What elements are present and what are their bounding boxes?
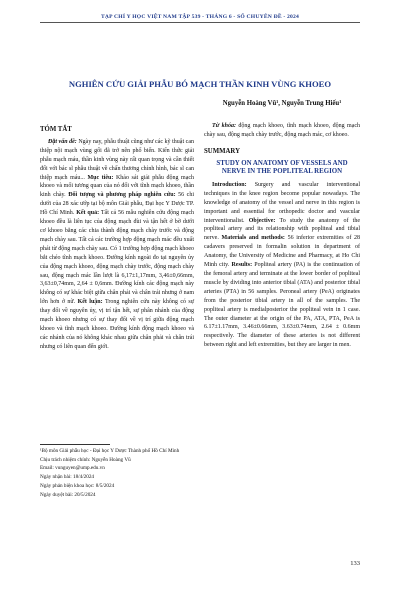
en-methods-text: 56 inferior extremities of 28 cadavers preserved in formalin solution in department of Anatomy, the University of Medicine and Pharmacy, at Ho Chi Minh city.: [204, 235, 360, 269]
methods-text: 56 chi dưới của 28 xác ướp tại bộ môn Giải phẫu, Đại học Y Dược TP. Hồ Chí Minh.: [40, 192, 195, 217]
conclusion-text: Trong nghiên cứu này không có sự thay đổi về nguyên ủy, vị trí tận hết, sự phân nhánh của động mạch khoeo nhưng có sự thay đổi về vị trí giữa động mạch khoeo và tĩnh mạch khoeo. Đường kính động mạch khoeo và các nhánh của nó không khác nhau giữa chân phải và chân trái nhưng có liên quan đến giới.: [40, 299, 194, 350]
results-text: Tất cả 56 mẫu nghiên cứu động mạch khoeo đều là liên tục của động mạch đùi và tận hết ở bờ dưới cơ khoeo bằng các chia thành động mạch chày trước và động mạch chày sau. Tất cả các trường hợp động mạch mác đều xuất phát từ động mạch chày sau. Có 1 trường hợp động mạch khoeo bắt chéo tĩnh mạch khoeo. Đường kính ngoài đo tại nguyên ủy của động mạch khoeo, động mạch chày trước, động mạch chày sau, động mạch mác lần lượt là 6,17±1,17mm, 3,46±0,66mm, 3,63±0,74mm, 2,64 ± 0,6mm. Đường kính các động mạch này không có sự khác biệt giữa chân phải và chân trái nhưng ở nam lớn hơn ở nữ.: [40, 210, 195, 306]
intro-label: Đặt vấn đề:: [48, 138, 77, 145]
en-results-label: Results:: [231, 262, 253, 269]
en-methods-label: Materials and methods:: [221, 235, 285, 242]
summary-heading: SUMMARY: [204, 147, 241, 155]
intro-text: Ngày nay, phẫu thuật cũng như các kỹ thuật can thiệp nội mạch vùng gối đã trở nên phổ biến. Kiến thức giải phẫu mạch máu, thần kinh vùng này rất quan trọng và cần thiết đối với bác sĩ phẫu thuật về chấn thương chỉnh hình, bác sĩ can thiệp mạch máu...: [40, 138, 194, 181]
journal-header: TẠP CHÍ Y HỌC VIỆT NAM TẬP 539 - THÁNG 6 - SỐ CHUYÊN ĐỀ - 2024: [40, 14, 360, 23]
footnote-corresponding: Chịu trách nhiệm chính: Nguyễn Hoàng Vũ: [40, 456, 131, 463]
keywords-label: Từ khóa:: [212, 123, 237, 129]
objective-text: Khảo sát giải phẫu động mạch khoeo và mối tương quan của nó đối với tĩnh mạch khoeo, thần kinh chày.: [40, 174, 195, 199]
en-objective-label: Objective:: [248, 217, 276, 224]
footnote: [40, 444, 194, 499]
footnote-email: Email: vunguyen@ump.edu.vn: [40, 465, 105, 472]
results-label: Kết quả:: [76, 210, 100, 217]
keywords-text: động mạch khoeo, tĩnh mạch khoeo, động mạch chày sau, động mạch chày trước, động mạch mác, cơ khoeo.: [204, 123, 360, 138]
page-number: 133: [350, 560, 360, 567]
footnote-reviewed: Ngày phản biện khoa học: 8/5/2024: [40, 482, 115, 489]
right-column: [204, 122, 360, 350]
abstract-heading: TÓM TẮT: [40, 126, 72, 133]
vietnamese-abstract: [40, 122, 194, 352]
footnote-accepted: Ngày duyệt bài: 20/5/2024: [40, 491, 96, 498]
footnote-received: Ngày nhận bài: 18/4/2024: [40, 474, 95, 481]
authors: Nguyễn Hoàng Vũ¹, Nguyễn Trung Hiếu¹: [222, 100, 342, 107]
methods-label: Đối tượng và phương pháp nghiên cứu:: [68, 192, 176, 199]
summary-body: [204, 181, 360, 350]
conclusion-label: Kết luận:: [77, 299, 103, 306]
keywords-paragraph: [204, 122, 360, 140]
abstract-body: [40, 138, 194, 352]
footnote-affiliation: ¹Bộ môn Giải phẫu học - Đại học Y Dược Thành phố Hồ Chí Minh: [40, 448, 180, 454]
en-objective-text: To study the anatomy of the popliteal artery and its relationship with popliteal and tibial nerve.: [204, 217, 360, 242]
article-title: NGHIÊN CỨU GIẢI PHẪU BÓ MẠCH THẦN KINH VÙNG KHOEO: [68, 79, 332, 89]
introduction-text: Surgery and vascular interventional techniques in the knee region become popular nowadays. The knowledge of anatomy of the vessel and nerve in this region is important and essential for orthopedic doctor and vascular interventionalist.: [204, 181, 360, 224]
summary-title: STUDY ON ANATOMY OF VESSELS AND NERVE IN THE POPLITEAL REGION: [216, 159, 348, 176]
introduction-label: Introduction:: [212, 181, 247, 188]
footnote-rule: [40, 444, 110, 445]
en-results-text: Popliteal artery (PA) is the continuation of the femoral artery and terminate at the lower border of popliteal muscle by dividing into anterior tibial (ATA) and posterior tibial arteries (PTA) in 56 samples. Peroneal artery (PeA) originates from the posterior tibial artery in all of the samples. The popliteal artery is medialposterior the popliteal vein in 1 case. The outer diameter at the origin of the PA, ATA, PTA, PeA is 6.17±1.17mm, 3.46±0.66mm, 3.63±0.74mm, 2.64 ± 0.6mm respectively. The diameter of these arteries is not different between right and left extremities, but they are larger in men.: [204, 262, 361, 349]
objective-label: Mục tiêu:: [87, 174, 114, 181]
